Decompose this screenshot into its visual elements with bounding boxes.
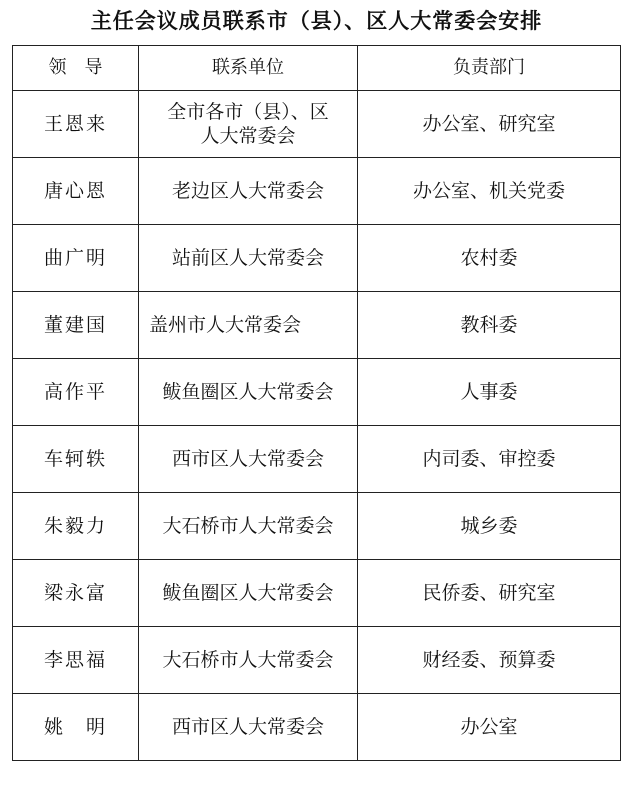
liaison-unit-line: 人大常委会 bbox=[200, 125, 296, 147]
table-row bbox=[13, 560, 621, 627]
responsible-dept-cell: 财经委、预算委 bbox=[358, 627, 621, 694]
liaison-unit-cell: 鲅鱼圈区人大常委会 bbox=[139, 359, 358, 426]
liaison-unit-cell: 鲅鱼圈区人大常委会 bbox=[139, 560, 358, 627]
table-row bbox=[13, 91, 621, 158]
liaison-unit-line: 全市各市（县）、区 bbox=[167, 101, 329, 123]
table-row bbox=[13, 292, 621, 359]
leader-cell: 唐心恩 bbox=[13, 158, 139, 225]
liaison-unit-cell: 老边区人大常委会 bbox=[139, 158, 358, 225]
responsible-dept-cell: 办公室、研究室 bbox=[358, 91, 621, 158]
responsible-dept-cell: 办公室 bbox=[358, 694, 621, 761]
header-responsible-dept: 负责部门 bbox=[358, 46, 621, 91]
responsible-dept-cell: 办公室、机关党委 bbox=[358, 158, 621, 225]
responsible-dept-cell: 教科委 bbox=[358, 292, 621, 359]
leader-cell: 姚 明 bbox=[13, 694, 139, 761]
leader-cell: 朱毅力 bbox=[13, 493, 139, 560]
table-row bbox=[13, 694, 621, 761]
liaison-unit-cell: 盖州市人大常委会 bbox=[139, 292, 358, 359]
table-header-row bbox=[13, 46, 621, 91]
responsible-dept-cell: 内司委、审控委 bbox=[358, 426, 621, 493]
page-title: 主任会议成员联系市（县）、区人大常委会安排 bbox=[90, 8, 543, 33]
leader-cell: 董建国 bbox=[13, 292, 139, 359]
leader-cell: 曲广明 bbox=[13, 225, 139, 292]
responsible-dept-cell: 农村委 bbox=[358, 225, 621, 292]
header-leader: 领 导 bbox=[13, 46, 139, 91]
table-row bbox=[13, 426, 621, 493]
leader-cell: 王恩来 bbox=[13, 91, 139, 158]
table-row bbox=[13, 493, 621, 560]
liaison-unit-text bbox=[167, 100, 329, 148]
table-row bbox=[13, 225, 621, 292]
leader-cell: 李思福 bbox=[13, 627, 139, 694]
responsible-dept-cell: 人事委 bbox=[358, 359, 621, 426]
responsible-dept-cell: 民侨委、研究室 bbox=[358, 560, 621, 627]
leader-cell: 高作平 bbox=[13, 359, 139, 426]
responsible-dept-cell: 城乡委 bbox=[358, 493, 621, 560]
liaison-unit-cell bbox=[139, 91, 358, 158]
liaison-unit-cell: 大石桥市人大常委会 bbox=[139, 627, 358, 694]
liaison-unit-cell: 西市区人大常委会 bbox=[139, 426, 358, 493]
header-liaison-unit: 联系单位 bbox=[139, 46, 358, 91]
liaison-unit-cell: 大石桥市人大常委会 bbox=[139, 493, 358, 560]
table-row bbox=[13, 627, 621, 694]
table-row bbox=[13, 158, 621, 225]
leader-cell: 车轲轶 bbox=[13, 426, 139, 493]
liaison-unit-cell: 西市区人大常委会 bbox=[139, 694, 358, 761]
leader-cell: 梁永富 bbox=[13, 560, 139, 627]
table-row bbox=[13, 359, 621, 426]
liaison-table bbox=[12, 45, 621, 761]
liaison-unit-cell: 站前区人大常委会 bbox=[139, 225, 358, 292]
